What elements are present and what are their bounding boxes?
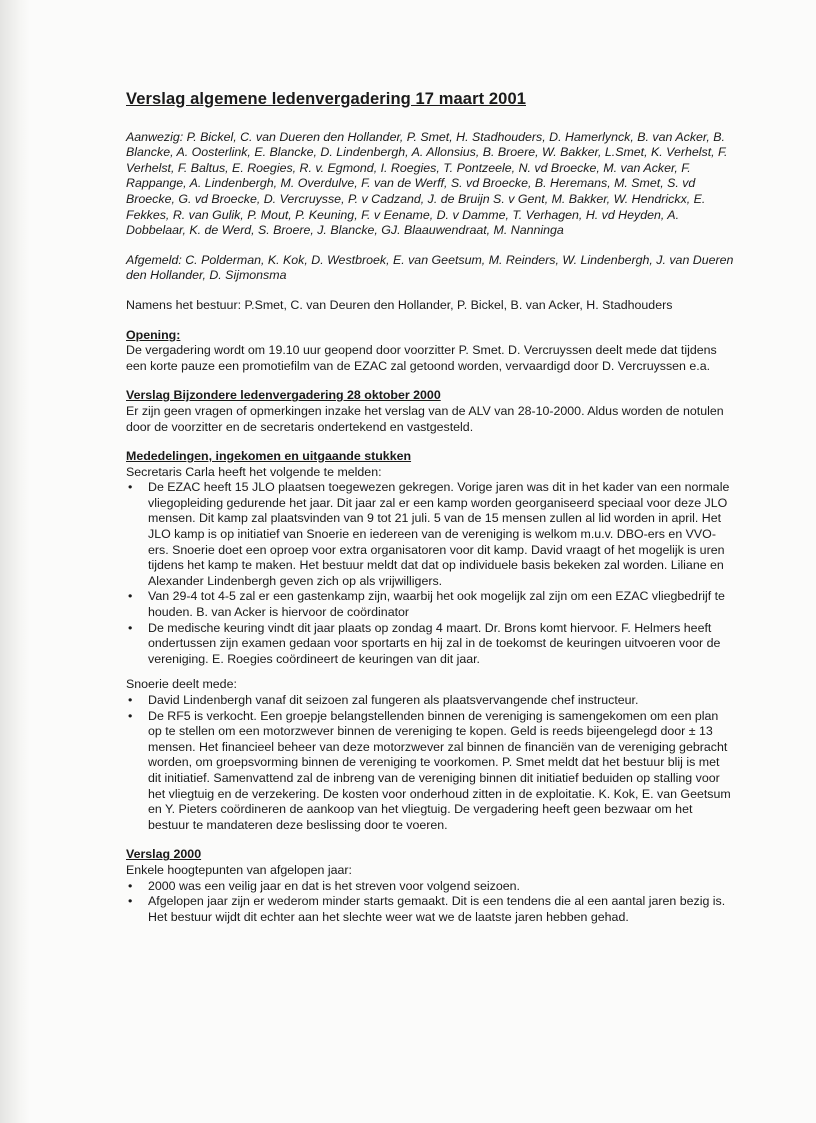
page-edge-shadow [0,0,30,1123]
attendees-absent: Afgemeld: C. Polderman, K. Kok, D. Westbroek, E. van Geetsum, M. Reinders, W. Lindenbergh, J. van Dueren den Hollander, D. Sijmonsma [126,252,734,283]
document-body [126,92,734,925]
list-item: • De EZAC heeft 15 JLO plaatsen toegewezen gekregen. Vorige jaren was dit in het kader van een normale vliegopleiding gedurende het jaar. Dit jaar zal er een kamp worden georganiseerd speciaal voor deze JLO mensen. Dit kamp zal plaatsvinden van 9 tot 21 juli. 5 van de 15 mensen zullen al lid worden in april. Het JLO kamp is op initiatief van Snoerie en iedereen van de vereniging is welkom m.u.v. DBO-ers en VVO-ers. Snoerie doet een oproep voor extra organisatoren voor dit kamp. David vraagt of het mogelijk is uren tijdens het kamp te maken. Het bestuur meldt dat dat op individuele basis bekeken zal worden. Liliane en Alexander Lindenbergh geven zich op als vrijwilligers. [148,480,734,589]
bullet-list [126,480,734,667]
bullet-list [126,693,734,833]
section-heading: Verslag 2000 [126,847,202,862]
section-intro: Enkele hoogtepunten van afgelopen jaar: [126,862,352,877]
board-members: Namens het bestuur: P.Smet, C. van Deuren den Hollander, P. Bickel, B. van Acker, H. Stadhouders [126,297,673,312]
bullet-list [126,879,734,926]
section-heading: Mededelingen, ingekomen en uitgaande stukken [126,449,412,464]
section-intro: Snoerie deelt mede: [126,677,237,692]
section-text: De vergadering wordt om 19.10 uur geopend door voorzitter P. Smet. D. Vercruyssen deelt mede dat tijdens een korte pauze een promotiefilm van de EZAC zal getoond worden, vervaardigd door D. Vercruyssen e.a. [126,343,717,373]
list-item: • 2000 was een veilig jaar en dat is het streven voor volgend seizoen. [148,879,734,895]
section-verslag-2000 [126,847,734,925]
attendees-present: Aanwezig: P. Bickel, C. van Dueren den Hollander, P. Smet, H. Stadhouders, D. Hamerlynck, B. van Acker, B. Blancke, A. Oosterlink, E. Blancke, D. Lindenbergh, A. Allonsius, B. Broere, W. Bakker, L.Smet, K. Verhelst, F. Verhelst, F. Baltus, E. Roegies, R. v. Egmond, I. Roegies, T. Pontzeele, N. vd Broecke, M. van Acker, F. Rappange, A. Lindenbergh, M. Overdulve, F. van de Werff, S. vd Broecke, B. Heremans, M. Smet, S. vd Broecke, G. vd Broecke, D. Vercruysse, P. v Cadzand, J. de Bruijn S. v Gent, M. Bakker, W. Hendrickx, E. Fekkes, R. van Gulik, P. Mout, P. Keuning, F. v Eename, D. v Damme, T. Verhagen, H. vd Heyden, A. Dobbelaar, K. de Werd, S. Broere, J. Blancke, GJ. Blaauwendraat, M. Nanninga [126,129,728,238]
list-item: • Afgelopen jaar zijn er wederom minder starts gemaakt. Dit is een tendens die al een aantal jaren bezig is. Het bestuur wijdt dit echter aan het slechte weer wat we de laatste jaren hebben gehad. [148,894,734,925]
section-intro: Secretaris Carla heeft het volgende te melden: [126,464,382,479]
section-text: Er zijn geen vragen of opmerkingen inzake het verslag van de ALV van 28-10-2000. Aldus worden de notulen door de voorzitter en de secretaris ondertekend en vastgesteld. [126,403,724,434]
section-mededelingen [126,449,734,833]
list-item: • David Lindenbergh vanaf dit seizoen zal fungeren als plaatsvervangende chef instructeur. [148,693,734,709]
list-item: • De medische keuring vindt dit jaar plaats op zondag 4 maart. Dr. Brons komt hiervoor. F. Helmers heeft ondertussen zijn examen gedaan voor sportarts en hij zal in de toekomst de keuringen uitvoeren voor de vereniging. E. Roegies coördineert de keuringen van dit jaar. [148,621,734,668]
section-bijzondere-vergadering [126,388,734,435]
section-heading: Opening: [126,327,181,342]
section-heading: Verslag Bijzondere ledenvergadering 28 oktober 2000 [126,388,441,403]
document-title: Verslag algemene ledenvergadering 17 maart 2001 [126,90,526,108]
list-item: • Van 29-4 tot 4-5 zal er een gastenkamp zijn, waarbij het ook mogelijk zal zijn om een EZAC vliegbedrijf te houden. B. van Acker is hiervoor de coördinator [148,589,734,620]
list-item: • De RF5 is verkocht. Een groepje belangstellenden binnen de vereniging is samengekomen om een plan op te stellen om een motorzwever binnen de vereniging te kopen. Geld is reeds bijeengelegd door ± 13 mensen. Het financieel beheer van deze motorzwever zal binnen de financiën van de vereniging gebracht worden, om groepsvorming binnen de vereniging te voorkomen. P. Smet meldt dat het bestuur blij is met dit initiatief. Samenvattend zal de inbreng van de vereniging binnen dit initiatief beduiden op stalling voor het vliegtuig en de verzekering. De kosten voor onderhoud zitten in de exploitatie. K. Kok, E. van Geetsum en Y. Pieters coördineren de aankoop van het vliegtuig. De vergadering heeft geen bezwaar om het bestuur te mandateren deze beslissing door te voeren. [148,709,734,834]
section-opening [126,328,734,375]
